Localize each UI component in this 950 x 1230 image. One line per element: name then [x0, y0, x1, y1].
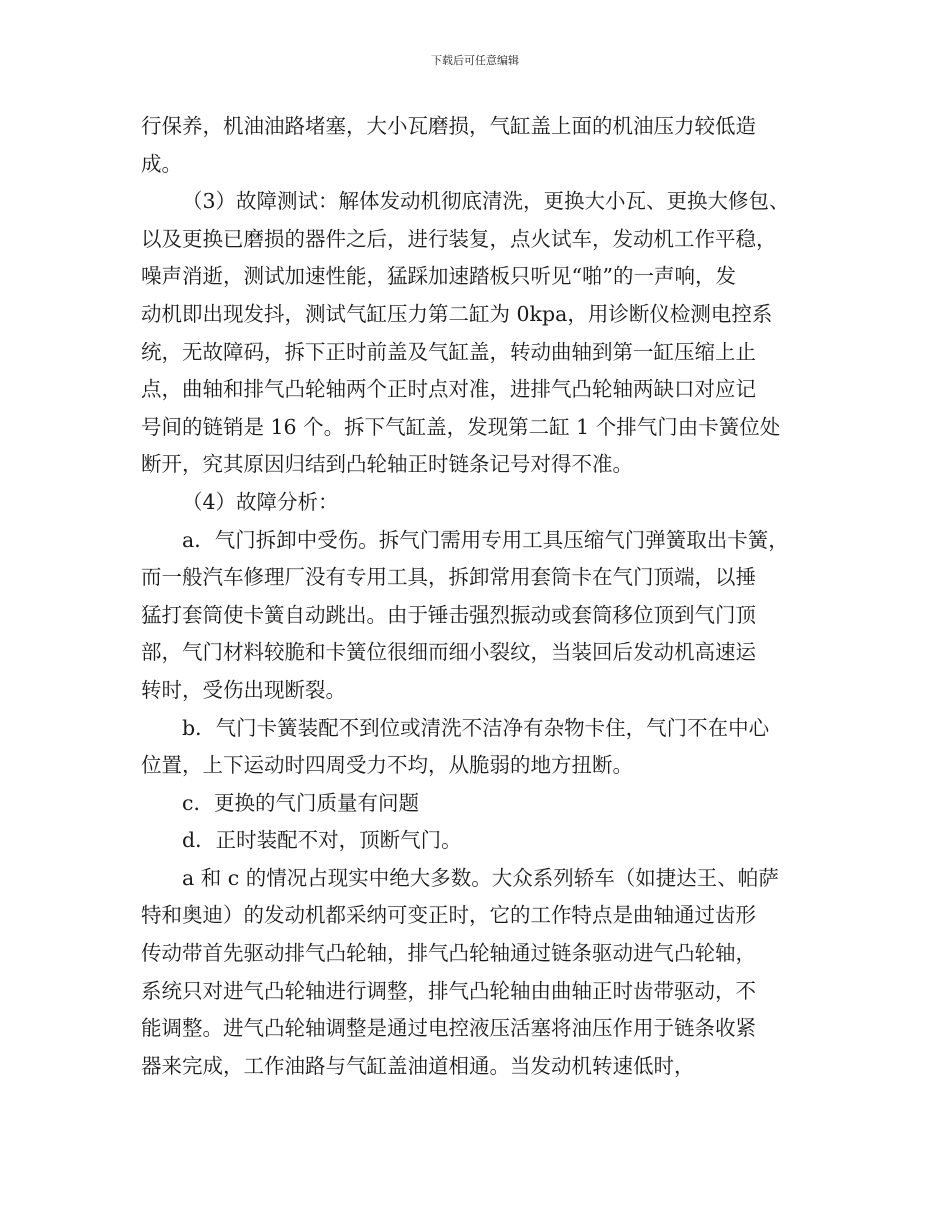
text-line: 以及更换已磨损的器件之后，进行装复，点火试车，发动机工作平稳， [141, 226, 777, 251]
page-header: 下载后可任意编辑 [431, 54, 519, 67]
text-line: 系统只对进气凸轮轴进行调整，排气凸轮轴由曲轴正时齿带驱动，不 [141, 978, 756, 1003]
text-line: （3）故障测试：解体发动机彻底清洗，更换大小瓦、更换大修包、 [182, 189, 790, 214]
text-line: 噪声消逝，测试加速性能，猛踩加速踏板只听见“啪”的一声响，发 [141, 264, 736, 289]
document-body [141, 108, 831, 1085]
text-line: 器来完成，工作油路与气缸盖油道相通。当发动机转速低时， [141, 1053, 695, 1078]
text-line: （4）故障分析： [182, 489, 339, 514]
text-line: 部，气门材料较脆和卡簧位很细而细小裂纹，当装回后发动机高速运 [141, 640, 756, 665]
text-line: 点，曲轴和排气凸轮轴两个正时点对准，进排气凸轮轴两缺口对应记 [141, 377, 756, 402]
text-line: 特和奥迪）的发动机都采纳可变正时，它的工作特点是曲轴通过齿形 [141, 903, 756, 928]
text-line: 统，无故障码，拆下正时前盖及气缸盖，转动曲轴到第一缸压缩上止 [141, 339, 756, 364]
text-line: 转时，受伤出现断裂。 [141, 677, 346, 702]
text-line: b．气门卡簧装配不到位或清洗不洁净有杂物卡住，气门不在中心 [182, 715, 770, 740]
text-line: 位置，上下运动时四周受力不均，从脆弱的地方扭断。 [141, 753, 633, 778]
text-line: a．气门拆卸中受伤。拆气门需用专用工具压缩气门弹簧取出卡簧， [182, 527, 789, 552]
text-line: a 和 c 的情况占现实中绝大多数。大众系列轿车（如捷达王、帕萨 [182, 865, 779, 890]
text-line: 号间的链销是 16 个。拆下气缸盖，发现第二缸 1 个排气门由卡簧位处 [141, 414, 781, 439]
text-line: 断开，究其原因归结到凸轮轴正时链条记号对得不准。 [141, 452, 633, 477]
text-line: 传动带首先驱动排气凸轮轴，排气凸轮轴通过链条驱动进气凸轮轴， [141, 941, 756, 966]
text-line: c．更换的气门质量有问题 [182, 790, 419, 815]
text-line: 能调整。进气凸轮轴调整是通过电控液压活塞将油压作用于链条收紧 [141, 1016, 756, 1041]
text-line: 行保养，机油油路堵塞，大小瓦磨损，气缸盖上面的机油压力较低造 [141, 114, 756, 138]
text-line: 成。 [141, 151, 182, 176]
text-line: 而一般汽车修理厂没有专用工具，拆卸常用套筒卡在气门顶端，以捶 [141, 565, 756, 590]
text-line: d．正时装配不对，顶断气门。 [182, 828, 462, 853]
text-line: 动机即出现发抖，测试气缸压力第二缸为 0kpa，用诊断仪检测电控系 [141, 301, 773, 326]
text-line: 猛打套筒使卡簧自动跳出。由于锤击强烈振动或套筒移位顶到气门顶 [141, 602, 756, 627]
